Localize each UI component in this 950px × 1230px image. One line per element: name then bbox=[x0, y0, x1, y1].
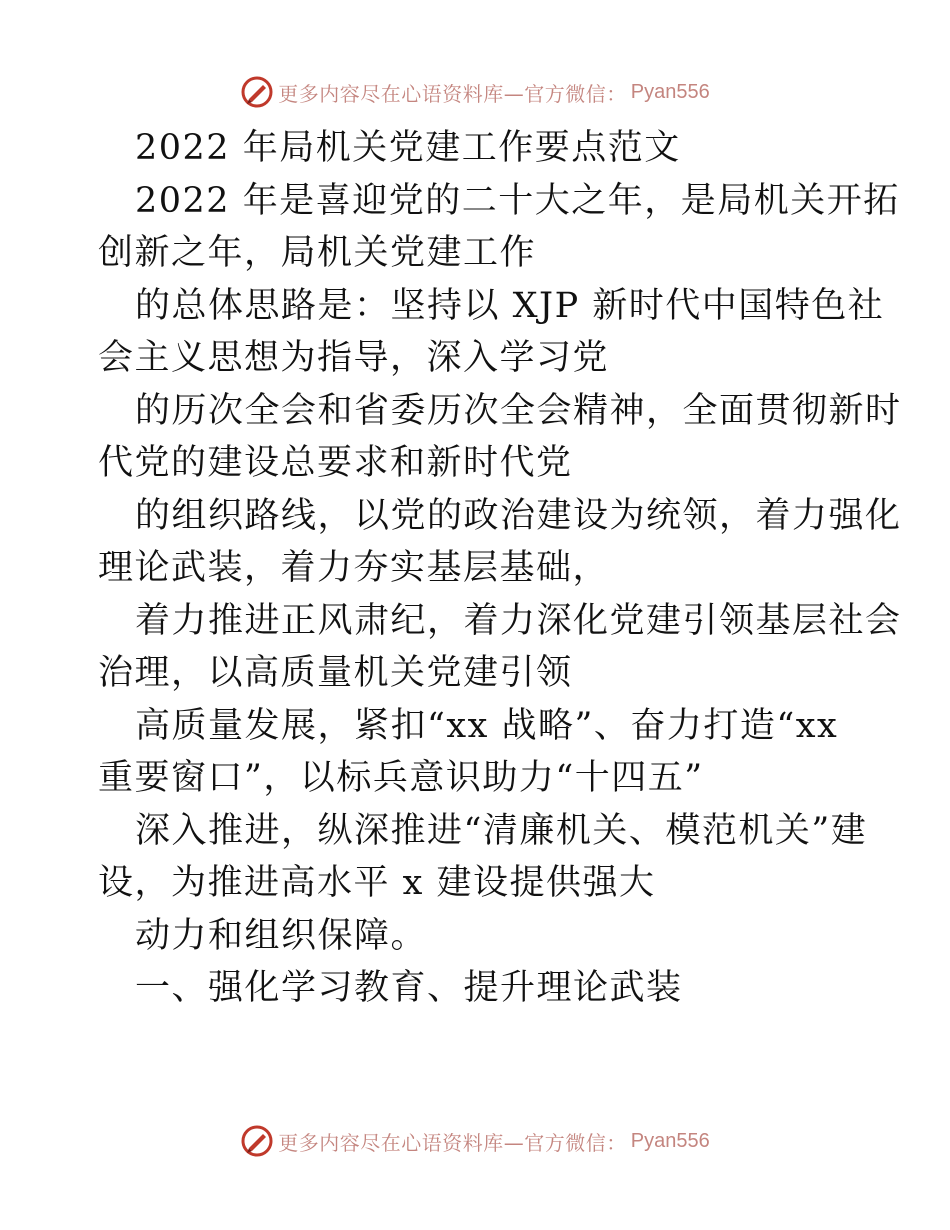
body-line: 高质量发展，紧扣“xx 战略”、奋力打造“xx bbox=[135, 705, 839, 746]
pen-seal-icon bbox=[240, 1124, 274, 1158]
document-body bbox=[98, 122, 902, 1015]
watermark-footer bbox=[0, 1121, 950, 1161]
body-line: 理论武装，着力夯实基层基础， bbox=[98, 548, 610, 588]
document-title: 2022 年局机关党建工作要点范文 bbox=[135, 128, 681, 168]
body-line: 的组织路线，以党的政治建设为统领，着力强化 bbox=[135, 495, 902, 536]
section-heading: 一、强化学习教育、提升理论武装 bbox=[135, 968, 683, 1008]
watermark-wechat-id: Pyan556 bbox=[630, 80, 710, 103]
watermark-text: 更多内容尽在心语资料库—官方微信： bbox=[278, 81, 627, 106]
body-line: 代党的建设总要求和新时代党 bbox=[98, 443, 573, 483]
body-line: 的总体思路是：坚持以 XJP 新时代中国特色社 bbox=[135, 285, 885, 326]
body-line: 2022 年是喜迎党的二十大之年，是局机关开拓 bbox=[135, 180, 900, 221]
body-line: 创新之年，局机关党建工作 bbox=[98, 233, 537, 273]
body-line: 着力推进正风肃纪，着力深化党建引领基层社会 bbox=[135, 600, 902, 641]
body-line: 动力和组织保障。 bbox=[135, 915, 428, 956]
body-line: 重要窗口”，以标兵意识助力“十四五” bbox=[98, 758, 704, 798]
watermark-header bbox=[0, 72, 950, 112]
body-line: 会主义思想为指导，深入学习党 bbox=[98, 338, 610, 378]
body-line: 治理，以高质量机关党建引领 bbox=[98, 653, 573, 693]
watermark-wechat-id: Pyan556 bbox=[630, 1129, 710, 1152]
pen-seal-icon bbox=[240, 75, 274, 109]
body-line: 的历次全会和省委历次全会精神，全面贯彻新时 bbox=[135, 390, 902, 431]
body-line: 深入推进，纵深推进“清廉机关、模范机关”建 bbox=[135, 810, 868, 851]
watermark-text: 更多内容尽在心语资料库—官方微信： bbox=[278, 1130, 627, 1155]
body-line: 设，为推进高水平 x 建设提供强大 bbox=[98, 863, 656, 903]
